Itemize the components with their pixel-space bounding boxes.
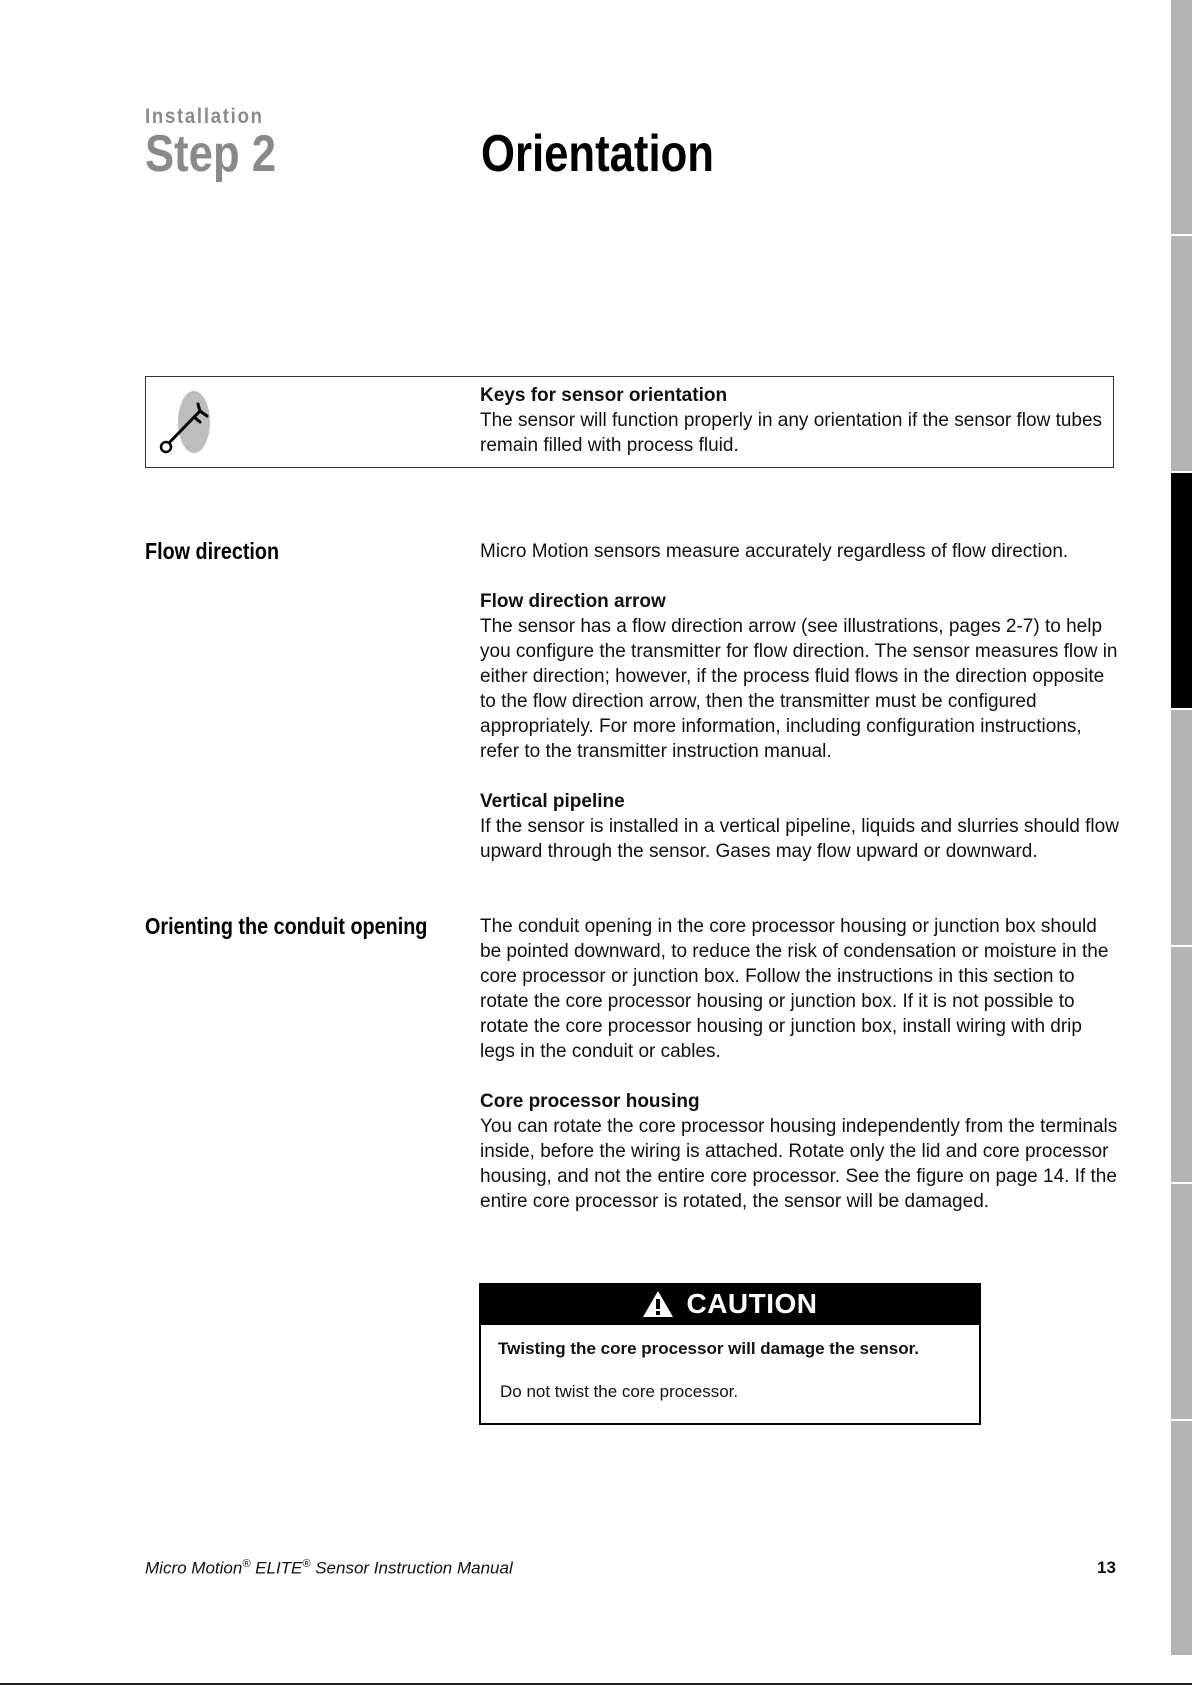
caution-label: CAUTION	[686, 1288, 818, 1319]
vertical-pipeline-heading: Vertical pipeline	[480, 791, 625, 812]
keys-heading: Keys for sensor orientation	[480, 385, 728, 406]
section-tab[interactable]	[1171, 1421, 1192, 1655]
section-label: Installation	[145, 105, 264, 128]
section-tab[interactable]	[1171, 947, 1192, 1182]
flow-arrow-heading: Flow direction arrow	[480, 591, 666, 612]
vertical-pipeline-text: If the sensor is installed in a vertical pipeline, liquids and slurries should flow upward through the sensor. Gases may flow upward or downward.	[480, 816, 1119, 862]
conduit-heading: Orienting the conduit opening	[145, 913, 428, 939]
section-tab[interactable]	[1171, 710, 1192, 945]
section-tab[interactable]	[1171, 1184, 1192, 1419]
page-title: Orientation	[481, 125, 714, 183]
footer-manual-title	[145, 1558, 513, 1579]
page-number: 13	[1097, 1558, 1116, 1577]
section-tab[interactable]	[1171, 0, 1192, 235]
footer-product: ELITE	[250, 1558, 303, 1578]
section-tab[interactable]	[1171, 236, 1192, 472]
conduit-body	[480, 914, 1120, 1214]
conduit-intro: The conduit opening in the core processor housing or junction box should be pointed downward, to reduce the risk of condensation or moisture in the core processor or junction box. Follow the instructions in this section to rotate the core processor housing or junction box. If it is not possible to rotate the core processor housing or junction box, install wiring with drip legs in the conduit or cables.	[480, 916, 1109, 1062]
section-tab-strip	[1171, 0, 1192, 1655]
caution-instruction-text: Do not twist the core processor.	[500, 1382, 739, 1401]
flow-direction-heading: Flow direction	[145, 538, 280, 564]
flow-arrow-text: The sensor has a flow direction arrow (see illustrations, pages 2-7) to help you configure the transmitter for flow direction. The sensor measures flow in either direction; however, if the process fluid flows in the direction opposite to the flow direction arrow, then the transmitter must be configured appropriately. For more information, including configuration instructions, refer to the transmitter instruction manual.	[480, 616, 1118, 762]
caution-warning-text: Twisting the core processor will damage the sensor.	[498, 1339, 920, 1358]
core-housing-text: You can rotate the core processor housing independently from the terminals inside, before the wiring is attached. Rotate only the lid and core processor housing, and not the entire core processor. See the figure on page 14. If the entire core processor is rotated, the sensor will be damaged.	[480, 1116, 1118, 1212]
footer-registered-mark: ®	[242, 1558, 251, 1570]
keys-box-text	[480, 383, 1120, 458]
step-label: Step 2	[145, 125, 277, 183]
flow-direction-intro: Micro Motion sensors measure accurately regardless of flow direction.	[480, 541, 1069, 562]
key-icon	[156, 387, 218, 457]
warning-triangle-icon	[642, 1290, 674, 1318]
caution-header	[479, 1283, 981, 1325]
core-housing-heading: Core processor housing	[480, 1091, 700, 1112]
footer-brand: Micro Motion	[145, 1558, 243, 1578]
keys-body: The sensor will function properly in any orientation if the sensor flow tubes remain filled with process fluid.	[480, 410, 1103, 456]
footer-registered-mark: ®	[302, 1558, 311, 1570]
footer-manual-name: Sensor Instruction Manual	[310, 1558, 513, 1578]
section-tab-active[interactable]	[1171, 473, 1192, 708]
flow-direction-body	[480, 539, 1120, 864]
